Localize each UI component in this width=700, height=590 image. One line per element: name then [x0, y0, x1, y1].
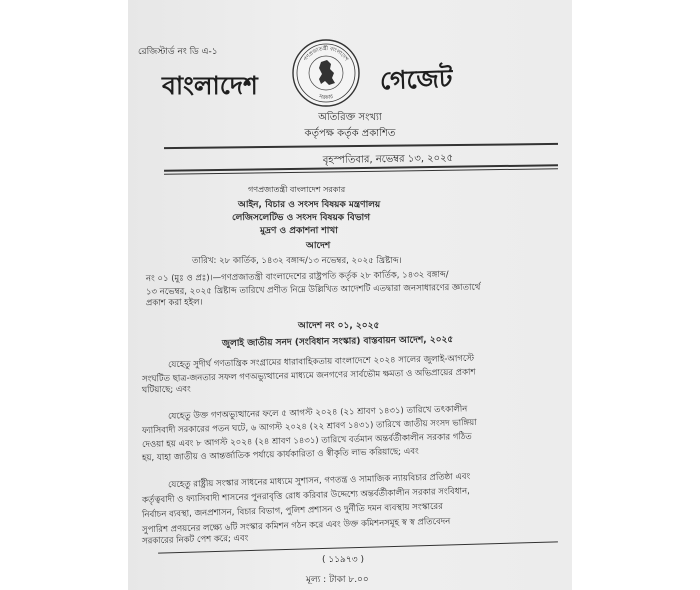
- page-number: ( ১১৯৭৩ ): [322, 555, 364, 565]
- order-number: আদেশ নং ০১, ২০২৫: [298, 321, 380, 331]
- intro-line: ১৩ নভেম্বর, ২০২৫ খ্রিষ্টাব্দ তারিখে প্রণীত নিম্নে উল্লিখিত আদেশটি এতদ্বারা জনসাধারণের জ্ঞাতার্থে: [145, 282, 481, 298]
- published-by: কর্তৃপক্ষ কর্তৃক প্রকাশিত: [304, 128, 396, 139]
- seal-bottom-text: সরকার: [318, 93, 334, 102]
- gazette-title-left: বাংলাদেশ: [162, 71, 258, 100]
- paragraph-line: ঘটিয়াছে; এবং: [141, 384, 191, 396]
- order-date-line: তারিখ: ২৮ কার্তিক, ১৪৩২ বঙ্গাব্দ/১৩ নভেম্বর, ২০২৫ খ্রিষ্টাব্দ।: [192, 256, 402, 266]
- ministry-name: আইন, বিচার ও সংসদ বিষয়ক মন্ত্রণালয়: [238, 200, 381, 210]
- paragraph-line: যেহেতু সুদীর্ঘ গণতান্ত্রিক সংগ্রামের ধারাবাহিকতায় বাংলাদেশে ২০২৪ সালের জুলাই-আগস্টে: [167, 353, 475, 371]
- registration-number: রেজিস্টার্ড নং ডি এ-১: [138, 47, 218, 57]
- paragraph-line: দেওয়া হয় এবং ৮ আগস্ট ২০২৪ (২৪ শ্রাবণ ১৪৩১) তারিখে বর্তমান অন্তর্বর্তীকালীন সরকার গঠিত: [141, 431, 472, 451]
- paragraph-line: যেহেতু উক্ত গণঅভ্যুত্থানের ফলে ৫ আগস্ট ২০২৪ (২১ শ্রাবণ ১৪৩১) তারিখে তৎকালীন: [167, 404, 468, 422]
- gazette-title-right: গেজেট: [379, 63, 453, 96]
- paragraph-line: কর্তৃত্ববাদী ও ফ্যাসিবাদী শাসনের পুনরাবৃত্তি রোধ করিবার উদ্দেশ্যে অন্তর্বর্তীকালীন সরকার সংবিধান,: [141, 486, 470, 506]
- order-heading: আদেশ: [306, 241, 331, 251]
- paragraph-line: নির্বাচন ব্যবস্থা, জনপ্রশাসন, বিচার বিভাগ, পুলিশ প্রশাসন ও দুর্নীতি দমন ব্যবস্থায় সংস্কারের: [141, 501, 443, 521]
- issue-type: অতিরিক্ত সংখ্যা: [318, 112, 382, 123]
- order-title: জুলাই জাতীয় সনদ (সংবিধান সংস্কার) বাস্তবায়ন আদেশ, ২০২৫: [221, 334, 454, 350]
- paragraph-line: যেহেতু রাষ্ট্রীয় সংস্কার সাধনের মাধ্যমে সুশাসন, গণতন্ত্র ও সামাজিক ন্যায়বিচার প্রতিষ্ঠা এবং: [167, 471, 471, 491]
- intro-line: প্রকাশ করা হইল।: [145, 297, 203, 309]
- intro-line: নং ০১ (মুঃ ও প্রঃ)।—গণপ্রজাতন্ত্রী বাংলাদেশের রাষ্ট্রপতি কর্তৃক ২৮ কার্তিক, ১৪৩২ বঙ্গাব্দ/: [145, 269, 449, 285]
- paragraph-line: সুপারিশ প্রণয়নের লক্ষ্যে ৬টি সংস্কার কমিশন গঠন করে এবং উক্ত কমিশনসমূহ স্ব স্ব প্রতিবেদন: [141, 516, 451, 536]
- branch-name: মুদ্রণ ও প্রকাশনা শাখা: [260, 226, 338, 236]
- divider-top: [164, 143, 558, 149]
- seal-top-text: গণপ্রজাতন্ত্রী বাংলাদেশ: [302, 45, 350, 63]
- government-seal-icon: [291, 38, 361, 108]
- paragraph-line: সরকারের নিকট পেশ করে; এবং: [141, 533, 249, 547]
- paragraph-line: ফ্যাসিবাদী সরকারের পতন ঘটে, ৬ আগস্ট ২০২৪ (২২ শ্রাবণ ১৪৩১) তারিখে জাতীয় সংসদ ভাঙ্গিয়া: [141, 417, 477, 437]
- paragraph-line: সংঘটিত ছাত্র-জনতার সফল গণঅভ্যুত্থানের মাধ্যমে জনগণের সার্বভৌম ক্ষমতা ও অভিপ্রায়ের প্রকাশ: [141, 367, 476, 385]
- price-label: মূল্য : টাকা ৮.০০: [306, 575, 369, 585]
- gazette-page: [128, 0, 572, 590]
- government-name: গণপ্রজাতন্ত্রী বাংলাদেশ সরকার: [248, 185, 346, 194]
- issue-date: বৃহস্পতিবার, নভেম্বর ১৩, ২০২৫: [322, 152, 454, 167]
- paragraph-line: হয়, যাহা জাতীয় ও আন্তর্জাতিক পর্যায়ে কার্যকারিতা ও স্বীকৃতি লাভ করিয়াছে; এবং: [141, 446, 419, 464]
- division-name: লেজিসলেটিভ ও সংসদ বিষয়ক বিভাগ: [232, 213, 371, 223]
